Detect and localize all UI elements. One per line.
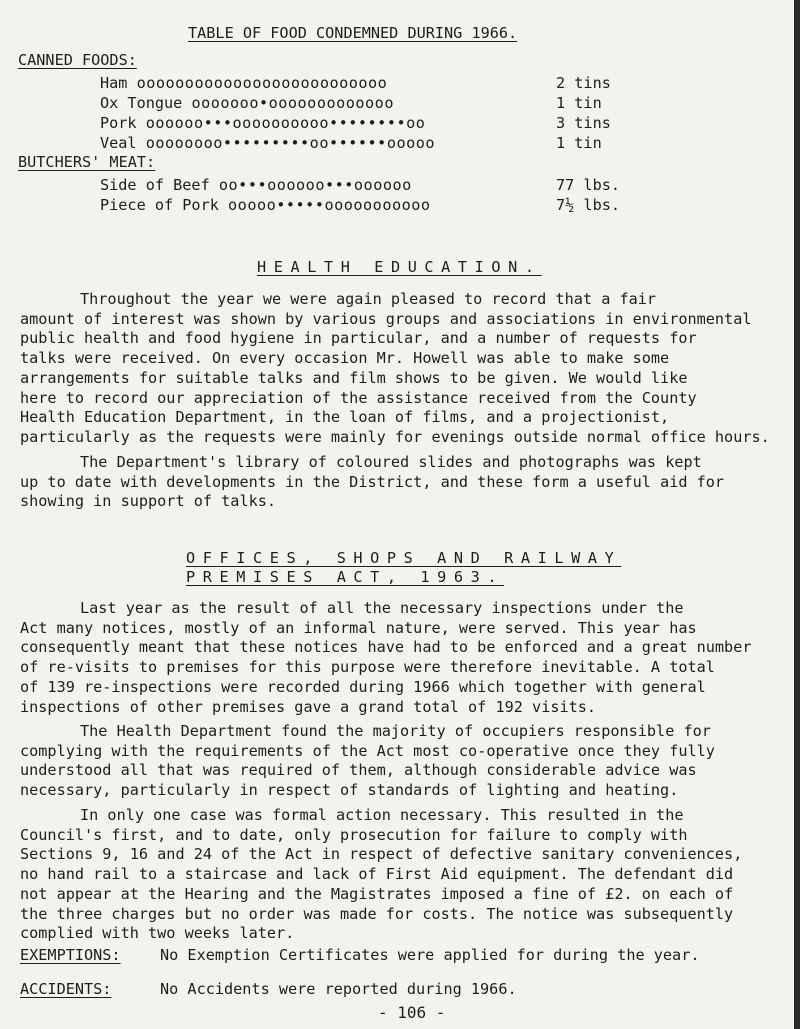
offices-paragraph-1: Last year as the result of all the necessary inspections under the Act many notices, mostly of an informal nature, were served. This year has consequently meant that these notices have had to be enforced and a great number of re-visits to premises for this purpose were therefore inevitable. A total of 139 re-inspections were recorded during 1966 which together with general inspections of other premises gave a grand total of 192 visits. xyxy=(20,599,752,716)
list-item: Pork oooooo•••oooooooooo••••••••oo xyxy=(100,114,426,132)
list-item: Piece of Pork ooooo•••••ooooooooooo xyxy=(100,196,431,214)
item-quantity: 1 tin xyxy=(556,94,602,112)
accidents-label: ACCIDENTS: xyxy=(20,980,112,998)
offices-act-heading-line-2: PREMISES ACT, 1963. xyxy=(186,568,505,586)
exemptions-label: EXEMPTIONS: xyxy=(20,946,121,964)
health-education-heading: HEALTH EDUCATION. xyxy=(257,258,542,276)
item-quantity: 3 tins xyxy=(556,114,611,132)
exemptions-text: No Exemption Certificates were applied for during the year. xyxy=(160,946,700,964)
butchers-meat-heading: BUTCHERS' MEAT: xyxy=(18,153,156,171)
offices-act-heading-line-1: OFFICES, SHOPS AND RAILWAY xyxy=(186,549,622,567)
item-quantity: 7½ lbs. xyxy=(556,196,621,214)
list-item: Veal oooooooo•••••••••oo••••••ooooo xyxy=(100,134,436,152)
document-title: TABLE OF FOOD CONDEMNED DURING 1966. xyxy=(188,24,518,42)
offices-paragraph-2: The Health Department found the majority of occupiers responsible for complying with the requirements of the Act most co-operative once they fully understood all that was required of them, although considerable advice was necessary, particularly in respect of standards of lighting and heating. xyxy=(20,722,715,800)
health-paragraph-2: The Department's library of coloured slides and photographs was kept up to date with developments in the District, and these form a useful aid for showing in support of talks. xyxy=(20,453,725,511)
offices-paragraph-3: In only one case was formal action necessary. This resulted in the Council's first, and to date, only prosecution for failure to comply with Sections 9, 16 and 24 of the Act in respect of defective sanitary conveniences, no hand rail to a staircase and lack of First Aid equipment. The defendant did not appear at the Hearing and the Magistrates imposed a fine of £2. on each of the three charges but no order was made for costs. The notice was subsequently complied with two weeks later. xyxy=(20,806,743,943)
page-number: - 106 - xyxy=(378,1003,446,1022)
list-item: Ox Tongue ooooooo•ooooooooooooo xyxy=(100,94,394,112)
list-item: Side of Beef oo•••oooooo•••oooooo xyxy=(100,176,412,194)
health-paragraph-1: Throughout the year we were again pleased to record that a fair amount of interest was shown by various groups and associations in environmental public health and food hygiene in particular, and a number of requests for talks were received. On every occasion Mr. Howell was able to make some arrangements for suitable talks and film shows to be given. We would like here to record our appreciation of the assistance received from the County Health Education Department, in the loan of films, and a projectionist, particularly as the requests were mainly for evenings outside normal office hours. xyxy=(20,290,770,446)
item-quantity: 2 tins xyxy=(556,74,611,92)
scan-edge-border xyxy=(794,0,800,1029)
canned-foods-heading: CANNED FOODS: xyxy=(18,51,137,69)
list-item: Ham oooooooooooooooooooooooooo xyxy=(100,74,388,92)
accidents-text: No Accidents were reported during 1966. xyxy=(160,980,517,998)
item-quantity: 77 lbs. xyxy=(556,176,621,194)
item-quantity: 1 tin xyxy=(556,134,602,152)
